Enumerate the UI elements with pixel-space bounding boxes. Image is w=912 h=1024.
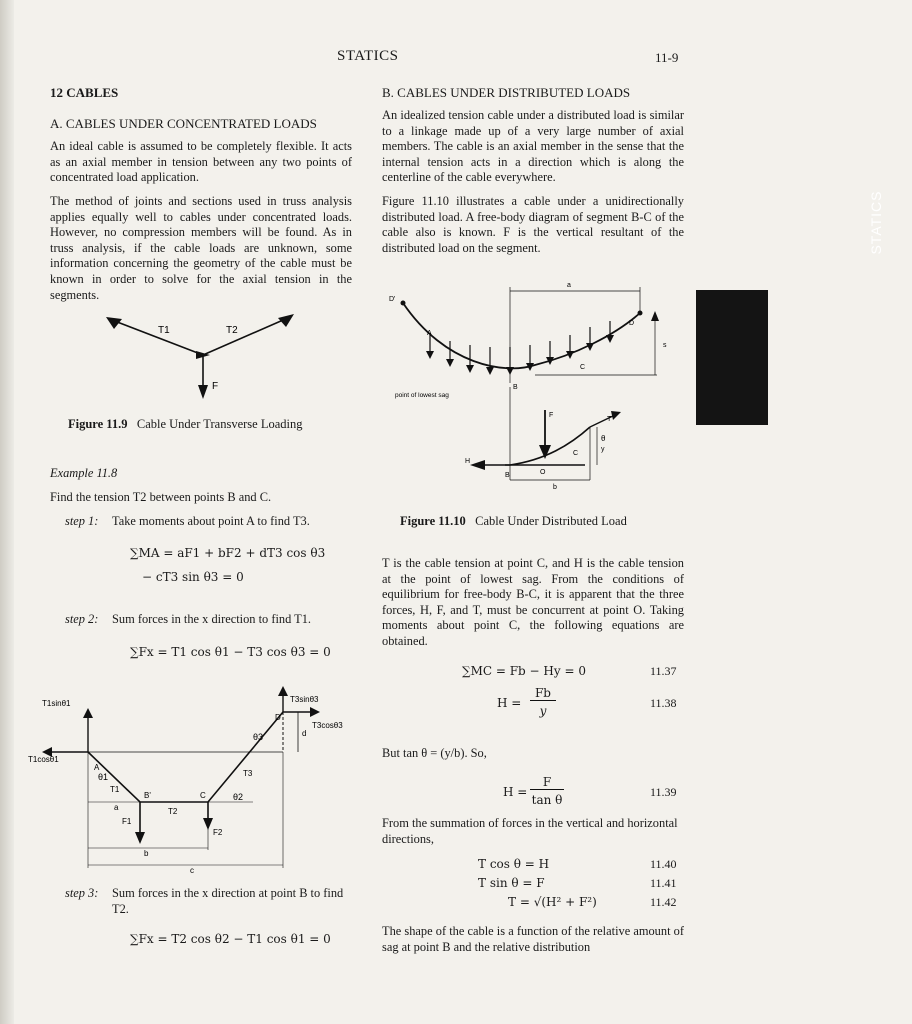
ex-label-d-point: D: [275, 713, 281, 722]
equation-number-11-37: 11.37: [650, 664, 677, 678]
example-text: Find the tension T2 between points B and C.: [50, 490, 272, 504]
page-binding-edge: [0, 0, 14, 1024]
section-title: 12 CABLES: [50, 85, 119, 100]
equation-sum-fx-2: ∑Fx = T2 cos θ2 − T1 cos θ1 = 0: [130, 932, 331, 946]
example-11-8-diagram: [28, 690, 368, 875]
ex-label-theta1: θ1: [98, 772, 109, 782]
figure-11-9-caption: [68, 417, 302, 432]
left-paragraph-2: The method of joints and sections used in truss analysis applies equally well to cables under concentrated loads. However, no compression members will be found. As in truss analysis, if the cable loads are unknown, some information concerning the geometry of the cable must be known in order to solve for the axial tension in the segments.: [50, 194, 352, 302]
ex-label-t2: T2: [168, 807, 178, 816]
fig9-label-t1: T1: [158, 325, 170, 336]
fig10-label-h: H: [465, 458, 471, 465]
left-paragraph-1: An ideal cable is assumed to be completely flexible. It acts as an axial member in tension between any two points of concentrated load application.: [50, 139, 352, 185]
right-paragraph-4: From the summation of forces in the vertical and horizontal directions,: [382, 816, 678, 846]
equation-sum-fx-1: ∑Fx = T1 cos θ1 − T3 cos θ3 = 0: [130, 645, 331, 659]
ex-label-f2: F2: [213, 828, 223, 837]
ex-label-t1: T1: [110, 785, 120, 794]
step-2-text: Sum forces in the x direction to find T1.: [112, 612, 312, 626]
fig10-label-lowest-sag: point of lowest sag: [395, 392, 449, 399]
fig10-label-b-fbd: B: [505, 472, 510, 479]
step-1-text: Take moments about point A to find T3.: [112, 514, 310, 528]
equation-number-11-38: 11.38: [650, 696, 677, 710]
ex-label-b-dim: b: [144, 849, 149, 858]
ex-label-f1: F1: [122, 817, 132, 826]
ex-label-c-point: C: [200, 791, 206, 800]
fig10-label-s: s: [663, 342, 667, 349]
figure-11-10-diagram: [385, 275, 685, 500]
step-2-label: step 2:: [65, 612, 99, 626]
equation-11-38-numerator: Fb: [530, 686, 556, 701]
step-1-label: step 1:: [65, 514, 99, 528]
running-header-title: STATICS: [337, 48, 399, 64]
equation-number-11-39: 11.39: [650, 785, 677, 799]
side-tab-label: STATICS: [868, 190, 884, 255]
figure-11-9-diagram: [100, 305, 310, 405]
ex-label-theta2: θ2: [233, 792, 244, 802]
right-paragraph-5: The shape of the cable is a function of the relative amount of sag at point B and the relative distribution: [382, 924, 684, 954]
ex-label-d-dim: d: [302, 729, 307, 738]
right-paragraph-1: An idealized tension cable under a distributed load is similar to a linkage made up of a very large number of axial members. The cable is an axial member in the sense that the internal tension acts in a direction which is along the centerline of the cable everywhere.: [382, 108, 684, 185]
equation-11-41: T sin θ = F: [478, 876, 545, 890]
but-tan-text: But tan θ = (y/b). So,: [382, 746, 487, 760]
figure-11-10-caption-text: Cable Under Distributed Load: [475, 514, 627, 528]
fig10-label-t: T: [607, 416, 612, 423]
equation-moments-a: ∑MA = aF1 + bF2 + dT3 cos θ3: [130, 546, 326, 560]
ex-label-a-dim: a: [114, 803, 119, 812]
fig10-label-o: O: [540, 469, 546, 476]
fig10-label-c-fbd: C: [573, 450, 579, 457]
right-paragraph-3: T is the cable tension at point C, and H is the cable tension at the point of lowest sag. From the conditions of equilibrium for free-body B-C, it is apparent that the three forces, H, F, and T, must be concurrent at point O. Taking moments about point C, the following equations are obtained.: [382, 556, 684, 648]
fig10-label-a-point: A: [427, 330, 432, 337]
ex-label-a-point: A: [94, 763, 100, 772]
ex-label-t3cos: T3cosθ3: [312, 721, 343, 730]
equation-11-37: ∑MC = Fb − Hy = 0: [462, 664, 586, 678]
step-3-text: Sum forces in the x direction at point B to find T2.: [112, 886, 344, 916]
ex-label-t1sin: T1sinθ1: [42, 699, 71, 708]
fig10-label-a: a: [567, 282, 571, 289]
ex-label-t1cos: T1cosθ1: [28, 755, 59, 764]
fig10-label-y: y: [601, 446, 605, 453]
page-number: 11-9: [655, 50, 679, 65]
equation-11-39-lhs: H =: [503, 785, 528, 799]
equation-11-40: T cos θ = H: [478, 857, 550, 871]
fig10-label-theta: θ: [601, 434, 606, 443]
ex-label-t3: T3: [243, 769, 253, 778]
ex-label-b-point: B': [144, 791, 151, 800]
equation-11-38-denominator: y: [539, 704, 547, 718]
fig10-label-d-prime: D': [389, 296, 396, 303]
fig10-label-b: B: [513, 384, 518, 391]
equation-11-38-lhs: H =: [497, 696, 522, 710]
ex-label-c-dim: c: [190, 866, 194, 875]
fig9-label-f: F: [212, 381, 219, 392]
fig10-label-f: F: [549, 412, 554, 419]
ex-label-t3sin: T3sinθ3: [290, 695, 319, 704]
side-tab: [696, 190, 884, 425]
equation-11-39-denominator: tan θ: [531, 793, 563, 807]
equation-number-11-41: 11.41: [650, 876, 677, 890]
equation-11-39-numerator: F: [530, 775, 564, 790]
figure-11-9-caption-text: Cable Under Transverse Loading: [136, 417, 303, 431]
equation-number-11-42: 11.42: [650, 895, 677, 909]
figure-11-10-caption: [400, 514, 627, 529]
equation-moments-a-line2: − cT3 sin θ3 = 0: [142, 570, 244, 584]
figure-11-9-caption-label: Figure 11.9: [68, 417, 128, 431]
subsection-a-title: A. CABLES UNDER CONCENTRATED LOADS: [50, 116, 317, 131]
example-label: Example 11.8: [50, 466, 118, 480]
fig10-label-d-point: D: [629, 320, 635, 327]
figure-11-10-caption-label: Figure 11.10: [400, 514, 466, 528]
right-paragraph-2: Figure 11.10 illustrates a cable under a unidirectionally distributed load. A free-body diagram of segment B-C of the cable also is known. F is the vertical resultant of the distributed load on the segment.: [382, 194, 684, 255]
equation-11-42: T = √(H² + F²): [508, 895, 597, 909]
fig10-label-c: C: [580, 364, 586, 371]
fig10-label-b-dim: b: [553, 484, 557, 491]
ex-label-theta3: θ3: [253, 732, 264, 742]
equation-number-11-40: 11.40: [650, 857, 677, 871]
fig9-label-t2: T2: [226, 325, 238, 336]
step-3-label: step 3:: [65, 886, 99, 900]
subsection-b-title: B. CABLES UNDER DISTRIBUTED LOADS: [382, 85, 631, 100]
